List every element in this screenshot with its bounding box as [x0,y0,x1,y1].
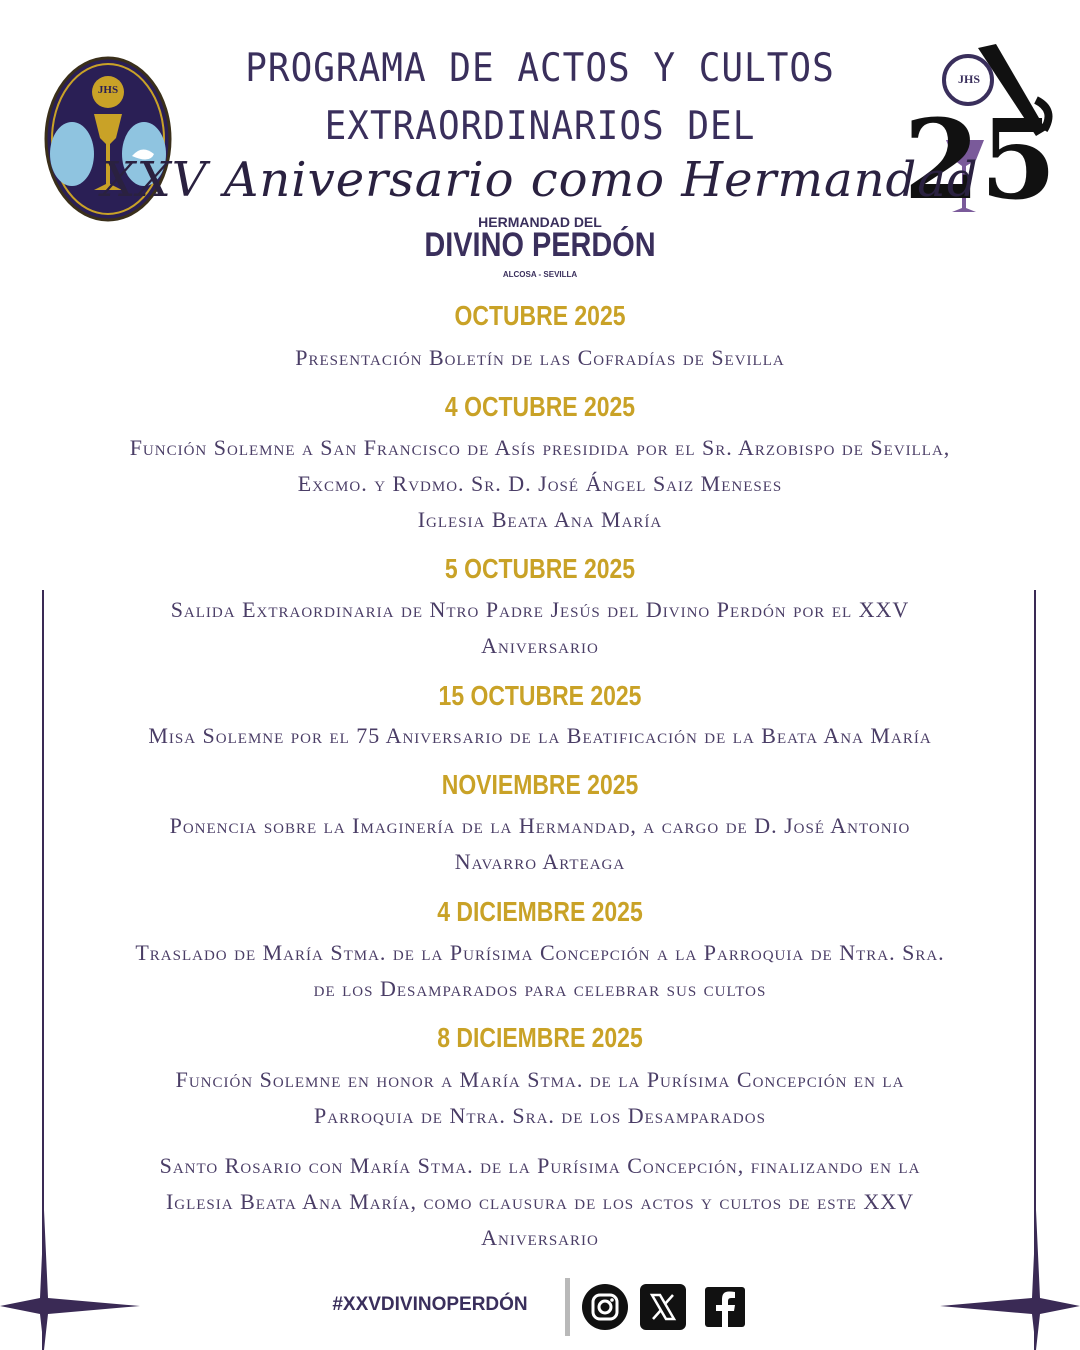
hashtag: #XXVDIVINOPERDÓN [332,1294,528,1315]
anniversary-script: XXV Aniversario como Hermandad [101,152,979,208]
footer-divider [565,1278,570,1336]
event-text: Iglesia Beata Ana María, como clausura de los actos y cultos de este XXV [165,1189,915,1214]
brand-main: DIVINO PERDÓN [424,226,656,264]
brand-sub: ALCOSA - SEVILLA [502,270,578,279]
event-text: Iglesia Beata Ana María [417,507,663,532]
left-monogram: JHS [97,84,119,96]
event-text: Santo Rosario con María Stma. de la Purísima Concepción, finalizando en la [159,1153,921,1178]
event-text: Traslado de María Stma. de la Purísima Concepción a la Parroquia de Ntra. Sra. [135,940,945,965]
event-date: NOVIEMBRE 2025 [441,769,639,800]
event-text: Ponencia sobre la Imaginería de la Hermandad, a cargo de D. José Antonio [169,813,911,838]
event-text: Presentación Boletín de las Cofradías de Sevilla [295,345,785,370]
event-text: Salida Extraordinaria de Ntro Padre Jesús del Divino Perdón por el XXV [170,597,910,622]
event-date: 4 DICIEMBRE 2025 [437,896,643,927]
facebook-icon[interactable] [702,1284,748,1330]
event-date: 4 OCTUBRE 2025 [444,391,636,422]
event-text: Excmo. y Rvdmo. Sr. D. José Ángel Saiz Meneses [297,471,783,496]
x-twitter-icon[interactable] [640,1284,686,1330]
event-text: Aniversario [481,1225,599,1250]
event-text: Misa Solemne por el 75 Aniversario de la Beatificación de la Beata Ana María [148,723,932,748]
event-date: OCTUBRE 2025 [454,300,626,331]
event-text: Parroquia de Ntra. Sra. de los Desamparados [314,1103,766,1128]
right-monogram: JHS [957,72,980,86]
instagram-icon[interactable] [582,1284,628,1330]
event-text: Función Solemne en honor a María Stma. de la Purísima Concepción en la [175,1067,905,1092]
event-date: 8 DICIEMBRE 2025 [437,1022,643,1053]
event-text: de los Desamparados para celebrar sus cultos [313,976,767,1001]
brand-top: HERMANDAD DEL [478,214,602,230]
program-title-line-2: EXTRAORDINARIOS DEL [324,103,756,150]
event-text: Navarro Arteaga [454,849,626,874]
event-date: 5 OCTUBRE 2025 [444,553,636,584]
event-text: Función Solemne a San Francisco de Asís presidida por el Sr. Arzobispo de Sevilla, [129,435,951,460]
program-title-line-1: PROGRAMA DE ACTOS Y CULTOS [245,45,835,92]
right-number: 25 [903,95,1057,224]
event-text: Aniversario [481,633,599,658]
event-date: 15 OCTUBRE 2025 [438,680,642,711]
